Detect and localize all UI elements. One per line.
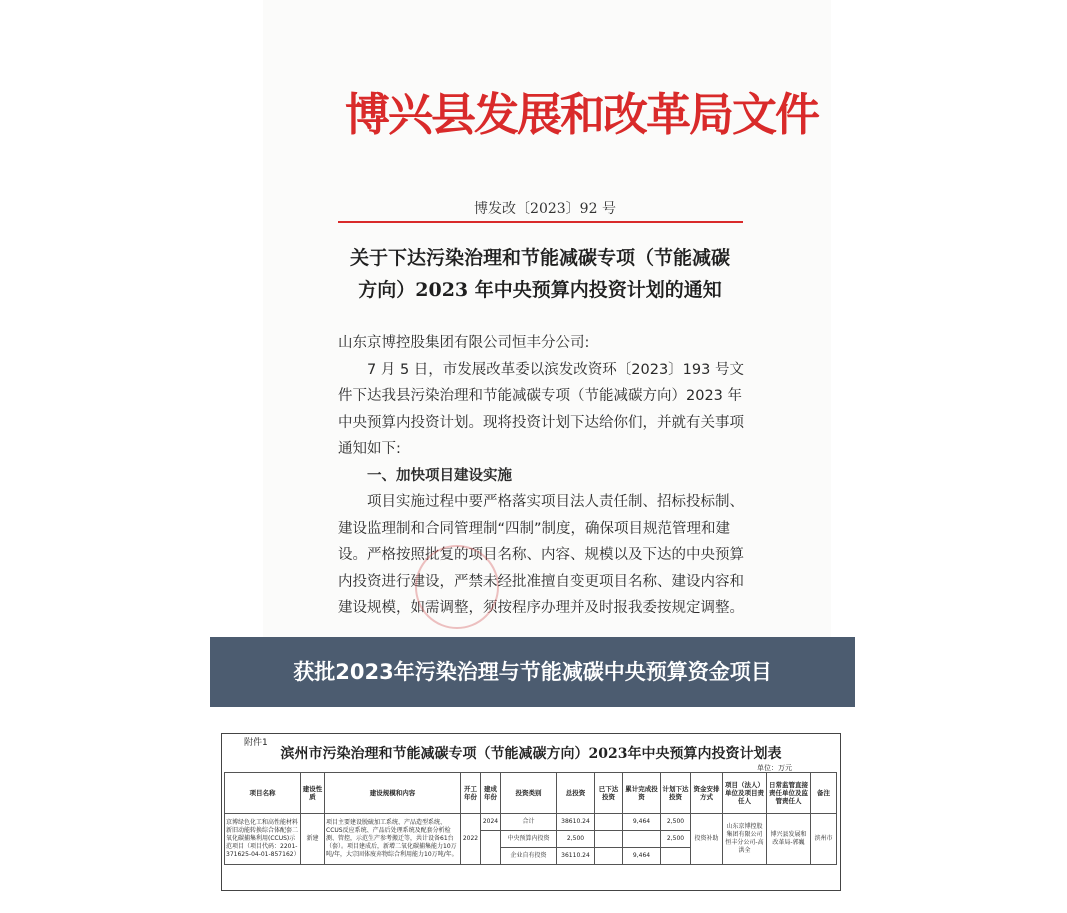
header-cell: 建设性质	[301, 773, 325, 814]
header-cell: 投资类别	[501, 773, 557, 814]
nature-cell: 新建	[301, 814, 325, 865]
paragraph-2: 项目实施过程中要严格落实项目法人责任制、招标投标制、建设监理制和合同管理制“四制”制度，确保项目规范管理和建设。严格按照批复的项目名称、内容、规模以及下达的中央预算内投资进行建设，严禁未经批准擅自变更项目名称、建设内容和建设规模，如需调整，须按程序办理并及时报我委按规定调整。	[338, 494, 744, 616]
planned-cell: 2,500	[661, 814, 691, 831]
category-cell: 中央预算内投资	[501, 831, 557, 848]
category-cell: 合计	[501, 814, 557, 831]
planned-cell	[661, 848, 691, 865]
document-title	[330, 242, 750, 306]
paragraph-1: 7 月 5 日，市发展改革委以滨发改资环〔2023〕193 号文件下达我县污染治理和节能减碳专项（节能减碳方向）2023 年中央预算内投资计划。现将投资计划下达给你们，并就有关事项通知如下:	[338, 361, 744, 457]
document-header: 博兴县发展和改革局文件	[345, 88, 819, 141]
header-cell: 已下达投资	[595, 773, 623, 814]
document-number: 博发改〔2023〕92 号	[474, 201, 616, 217]
total-cell: 38610.24	[557, 814, 595, 831]
annex-title: 滨州市污染治理和节能减碳专项（节能减碳方向）2023年中央预算内投资计划表	[280, 746, 782, 762]
remark-cell: 滨州市	[811, 814, 837, 865]
start-year-cell: 2022	[461, 814, 481, 865]
cumulative-cell	[623, 831, 661, 848]
investment-plan-table	[224, 772, 837, 865]
supervisor-cell: 博兴县发展和改革局-郭巍	[767, 814, 811, 865]
header-cell: 项目名称	[225, 773, 301, 814]
content-cell: 项目主要建设脱硫加工系统、产品造型系统、CCUS反应系统、产品后处理系统及配套分析检测、管控，示范生产参考搬迁等，共计设备61台（套）。项目建成后，新增二氧化碳捕集能力10万吨/年，大宗固体废弃物综合利用能力10万吨/年。	[325, 814, 461, 865]
header-divider	[338, 221, 743, 223]
header-cell: 资金安排方式	[691, 773, 723, 814]
table-row	[225, 814, 837, 831]
total-cell: 36110.24	[557, 848, 595, 865]
annex-label: 附件1	[244, 738, 268, 748]
cumulative-cell: 9,464	[623, 848, 661, 865]
recipient: 山东京博控股集团有限公司恒丰分公司:	[338, 335, 590, 351]
banner-text: 获批2023年污染治理与节能减碳中央预算资金项目	[293, 660, 772, 684]
table-header-row	[225, 773, 837, 814]
document-body	[338, 330, 748, 622]
total-cell: 2,500	[557, 831, 595, 848]
header-cell: 建成年份	[481, 773, 501, 814]
issued-cell	[595, 848, 623, 865]
issued-cell	[595, 814, 623, 831]
funding-method-cell: 投资补助	[691, 814, 723, 865]
header-cell: 备注	[811, 773, 837, 814]
banner	[210, 637, 855, 707]
section-heading-1: 一、加快项目建设实施	[367, 467, 512, 484]
issued-cell	[595, 831, 623, 848]
title-line-1: 关于下达污染治理和节能减碳专项（节能减碳	[349, 247, 730, 269]
header-cell: 项目（法人）单位及项目责任人	[723, 773, 767, 814]
annex-unit: 单位：万元	[757, 764, 792, 772]
header-cell: 开工年份	[461, 773, 481, 814]
header-cell: 日常监管直接责任单位及监管责任人	[767, 773, 811, 814]
project-name-cell: 京博绿色化工和高性能材料新旧动能转换综合体配套二氧化碳捕集利用(CCUS)示范项目（项目代码：2201-371625-04-01-857162）	[225, 814, 301, 865]
end-year-blank-cell	[481, 831, 501, 865]
header-cell: 计划下达投资	[661, 773, 691, 814]
category-cell: 企业自有投资	[501, 848, 557, 865]
unit-person-cell: 山东京博控股集团有限公司恒丰分公司-高洪全	[723, 814, 767, 865]
official-seal-icon	[415, 545, 499, 629]
header-cell: 建设规模和内容	[325, 773, 461, 814]
annex-table-image	[221, 733, 841, 891]
planned-cell: 2,500	[661, 831, 691, 848]
header-cell: 总投资	[557, 773, 595, 814]
cumulative-cell: 9,464	[623, 814, 661, 831]
title-line-2: 方向）2023 年中央预算内投资计划的通知	[358, 279, 722, 301]
header-cell: 累计完成投资	[623, 773, 661, 814]
end-year-cell: 2024	[481, 814, 501, 831]
